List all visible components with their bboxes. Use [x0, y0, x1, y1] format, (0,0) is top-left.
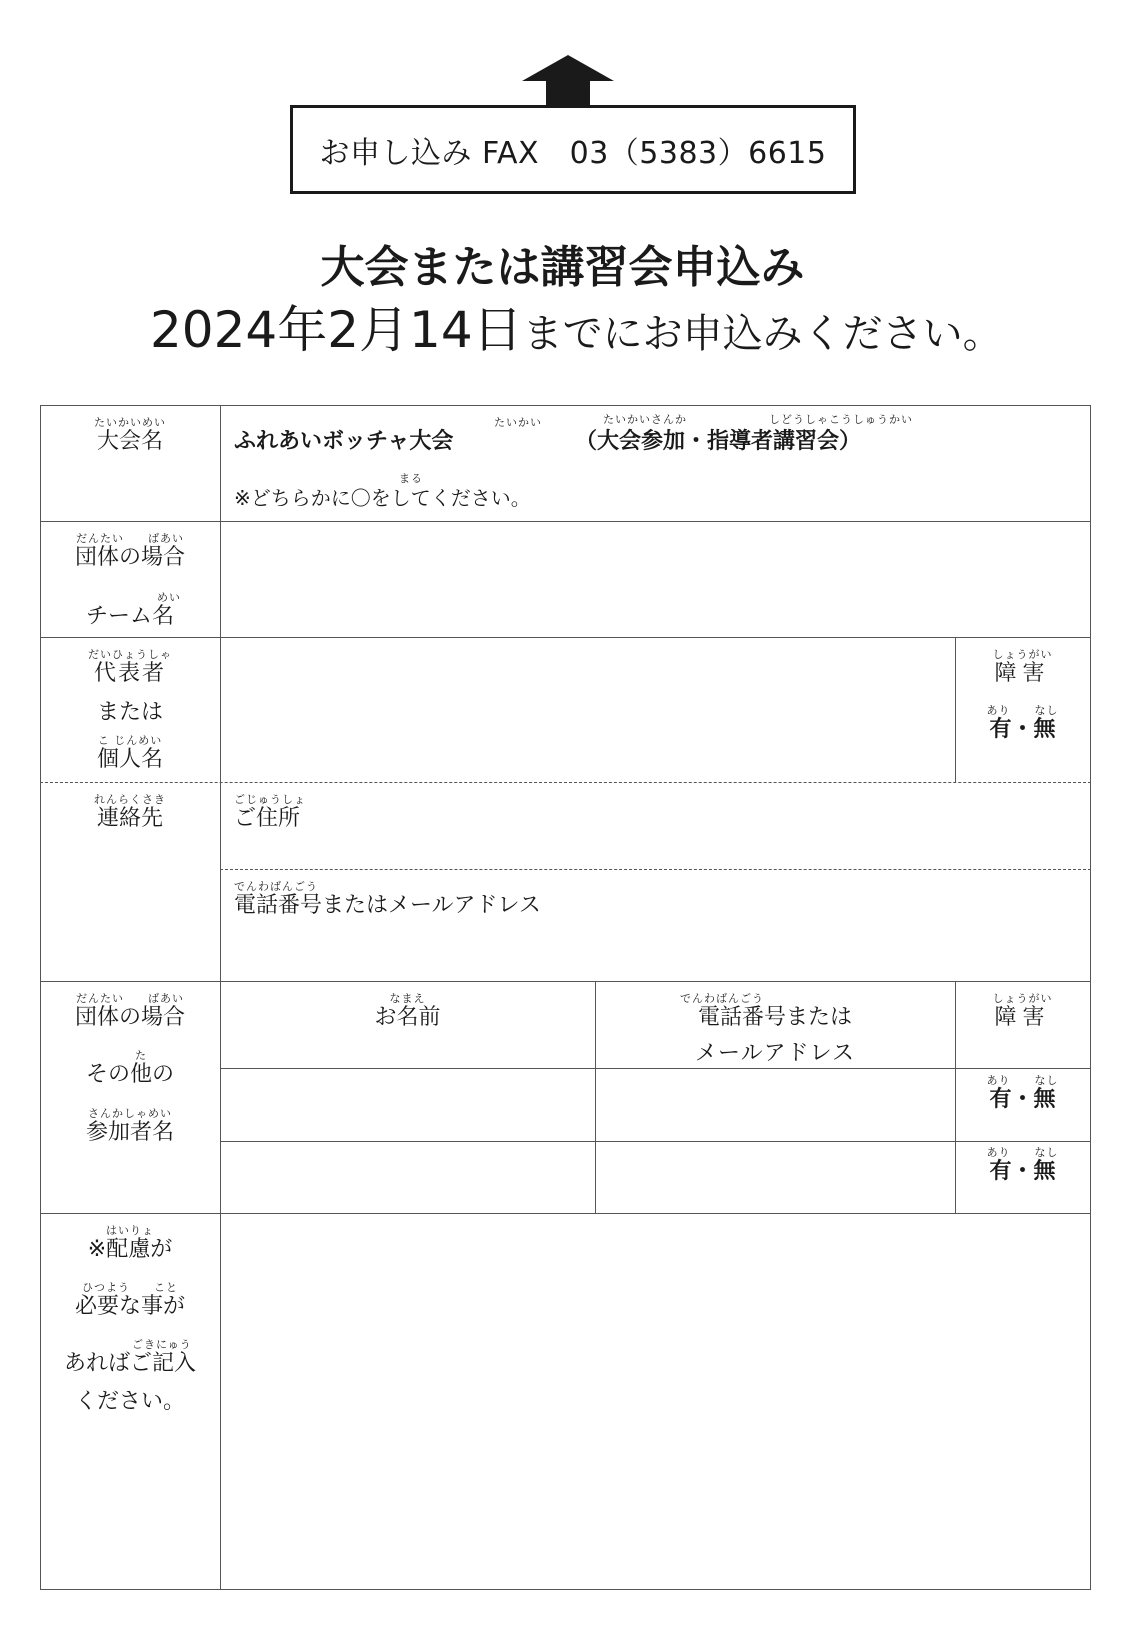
col-disability-header: 障害 — [994, 1005, 1051, 1030]
form-border-right — [1090, 405, 1091, 1590]
event-name-ruby: たいかい — [494, 416, 542, 429]
event-option-ruby-2: しどうしゃこうしゅうかい — [769, 413, 913, 426]
consideration-label-2: 必要な事が — [74, 1294, 185, 1319]
consideration-field[interactable] — [222, 1215, 1088, 1587]
consideration-label-1: ※配慮が — [87, 1237, 173, 1262]
other-yes-no-ruby-1: あり なし — [986, 1074, 1059, 1087]
team-label-1: 団体の場合 — [74, 545, 185, 570]
consideration-label-3: あればご記入 — [63, 1351, 196, 1376]
rep-yes-no-ruby: あり なし — [986, 704, 1059, 717]
other-phone-field-1[interactable] — [597, 1070, 953, 1139]
form-border-top — [40, 405, 1091, 406]
row-divider-1 — [40, 521, 1091, 522]
team-label-2-ruby: めい — [157, 591, 181, 604]
fax-number-box — [290, 105, 856, 194]
address-label: ご住所 — [234, 806, 301, 831]
others-header-divider — [220, 1068, 1091, 1069]
col-phone-header-1: 電話番号または — [697, 1005, 852, 1030]
rep-disability-ruby: しょうがい — [992, 648, 1053, 661]
form-border-bottom — [40, 1589, 1091, 1590]
rep-label-3-ruby: こ じんめい — [97, 734, 163, 747]
rep-yes-no[interactable]: 有・無 — [989, 717, 1056, 742]
event-label: 大会名 — [96, 429, 163, 454]
page-title: 大会または講習会申込み — [320, 242, 805, 293]
other-name-field-2[interactable] — [222, 1143, 593, 1211]
phone-label: 電話番号またはメールアドレス — [234, 893, 541, 918]
team-label-1-ruby: だんたい ばあい — [76, 532, 184, 545]
deadline-text: までにお申込みください。 — [522, 311, 1003, 357]
others-label-1: 団体の場合 — [74, 1005, 185, 1030]
others-label-1-ruby: だんたい ばあい — [76, 992, 184, 1005]
event-note: ※どちらかに〇をしてください。 — [234, 486, 531, 510]
event-option-ruby-1: たいかいさんか — [603, 413, 687, 426]
note-ruby: まる — [399, 472, 423, 485]
rep-label-1: 代表者 — [93, 661, 166, 686]
contact-label-ruby: れんらくさき — [94, 793, 166, 806]
others-label-2: その他の — [85, 1062, 174, 1087]
deadline-line — [150, 300, 1003, 364]
phone-field[interactable] — [222, 923, 1088, 979]
up-arrow-icon — [522, 55, 614, 107]
others-label-3: 参加者名 — [85, 1120, 174, 1145]
rep-label-3: 個人名 — [96, 747, 163, 772]
other-yes-no-1[interactable]: 有・無 — [989, 1087, 1056, 1112]
application-form — [40, 405, 1091, 1590]
address-divider — [220, 869, 1091, 870]
event-name: ふれあいボッチャ大会 — [234, 429, 454, 454]
others-row-divider — [220, 1141, 1091, 1142]
contact-label: 連絡先 — [96, 806, 163, 831]
deadline-date: 2024年2月14日 — [150, 301, 523, 359]
consideration-label-1-ruby: はいりょ — [106, 1224, 154, 1237]
row-divider-5 — [40, 1213, 1091, 1214]
other-phone-field-2[interactable] — [597, 1143, 953, 1211]
consideration-label-4: ください。 — [74, 1389, 185, 1414]
rep-disability-label: 障害 — [994, 661, 1051, 686]
col-name-ruby: なまえ — [389, 992, 426, 1005]
team-label-2: チーム名 — [85, 604, 174, 629]
other-yes-no-ruby-2: あり なし — [986, 1146, 1059, 1159]
others-label-2-ruby: た — [135, 1049, 147, 1062]
col-phone-ruby: でんわばんごう — [680, 992, 764, 1005]
other-name-field-1[interactable] — [222, 1070, 593, 1139]
others-label-3-ruby: さんかしゃめい — [88, 1107, 172, 1120]
rep-name-field[interactable] — [222, 639, 953, 780]
rep-label-1-ruby: だいひょうしゃ — [88, 648, 172, 661]
consideration-label-3-ruby: ごきにゅう — [132, 1338, 192, 1351]
rep-label-2: または — [96, 700, 163, 725]
address-ruby: ごじゅうしょ — [234, 793, 306, 806]
row-divider-2 — [40, 637, 1091, 638]
row-divider-4 — [40, 981, 1091, 982]
col-name-header: お名前 — [374, 1005, 441, 1030]
row-divider-3 — [40, 782, 1091, 783]
col-disability-ruby: しょうがい — [992, 992, 1053, 1005]
other-yes-no-2[interactable]: 有・無 — [989, 1159, 1056, 1184]
team-name-field[interactable] — [222, 523, 1088, 635]
consideration-label-2-ruby: ひつよう こと — [82, 1281, 178, 1294]
phone-ruby: でんわばんごう — [234, 880, 318, 893]
event-label-ruby: たいかいめい — [94, 416, 166, 429]
col-phone-header-2: メールアドレス — [695, 1041, 855, 1066]
address-field[interactable] — [222, 835, 1088, 867]
event-options[interactable]: （大会参加・指導者講習会） — [575, 429, 862, 454]
fax-label: お申し込み FAX 03（5383）6615 — [319, 135, 827, 171]
